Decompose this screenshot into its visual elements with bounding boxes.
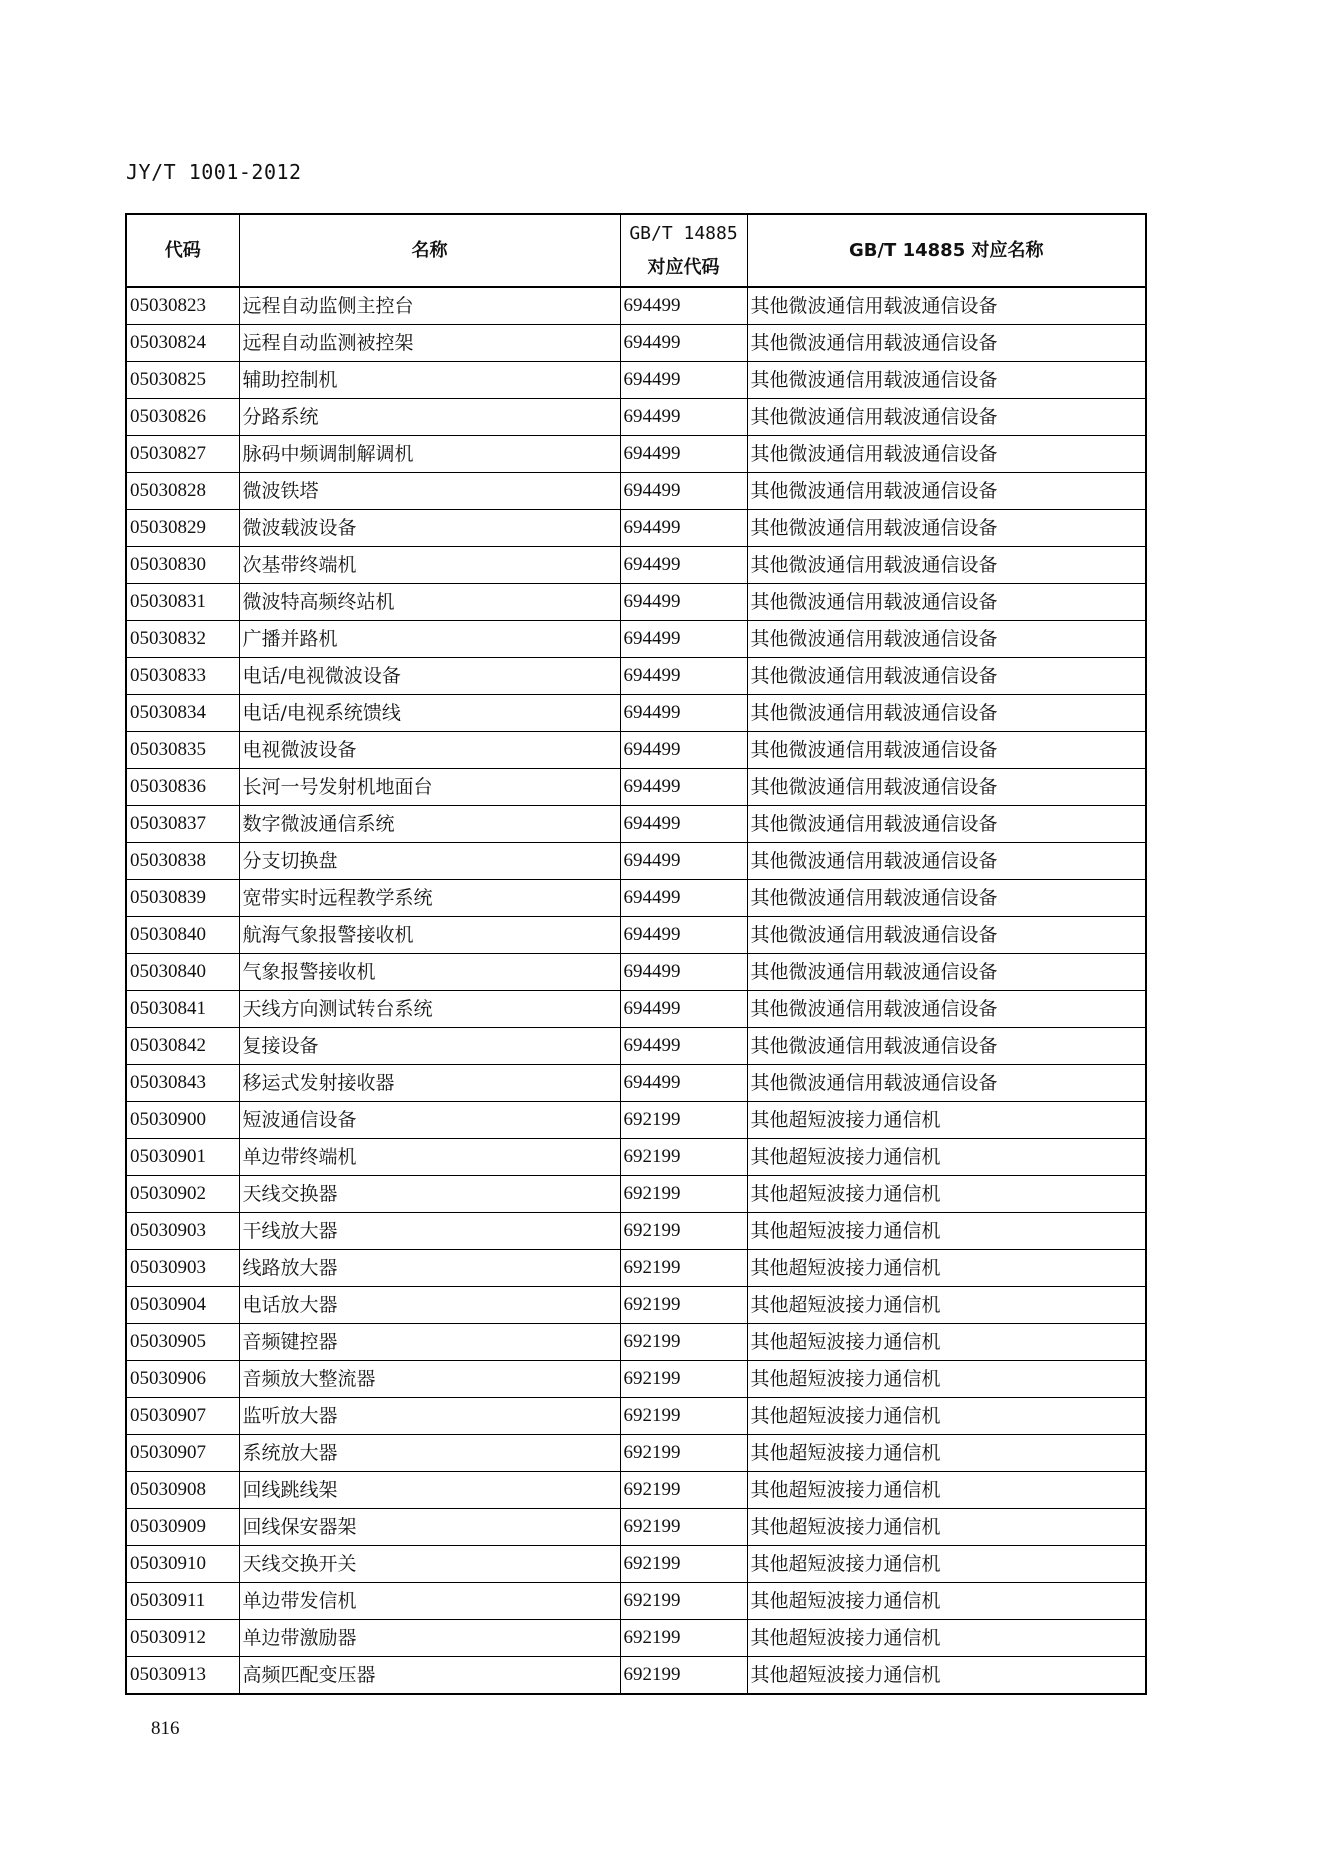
row-gb-name-cell: 其他超短波接力通信机: [747, 1176, 1146, 1213]
row-name-cell: 单边带终端机: [239, 1139, 620, 1176]
row-gb-code-cell: 694499: [620, 658, 747, 695]
row-name-cell: 单边带发信机: [239, 1583, 620, 1620]
row-gb-code-cell: 694499: [620, 399, 747, 436]
row-gb-code-cell: 692199: [620, 1620, 747, 1657]
row-gb-name-cell: 其他微波通信用载波通信设备: [747, 806, 1146, 843]
row-code-cell: 05030829: [126, 510, 239, 547]
row-gb-name-cell: 其他超短波接力通信机: [747, 1287, 1146, 1324]
row-name-cell: 音频放大整流器: [239, 1361, 620, 1398]
row-gb-name-cell: 其他微波通信用载波通信设备: [747, 695, 1146, 732]
row-gb-name-cell: 其他微波通信用载波通信设备: [747, 880, 1146, 917]
row-code-cell: 05030843: [126, 1065, 239, 1102]
row-gb-code-cell: 694499: [620, 917, 747, 954]
row-name-cell: 天线方向测试转台系统: [239, 991, 620, 1028]
table-row: [126, 1361, 1146, 1398]
table-row: [126, 584, 1146, 621]
row-code-cell: 05030828: [126, 473, 239, 510]
row-code-cell: 05030835: [126, 732, 239, 769]
table-row: [126, 695, 1146, 732]
table-row: [126, 1583, 1146, 1620]
row-code-cell: 05030823: [126, 287, 239, 325]
row-gb-code-cell: 694499: [620, 621, 747, 658]
row-gb-name-cell: 其他超短波接力通信机: [747, 1509, 1146, 1546]
row-gb-name-cell: 其他超短波接力通信机: [747, 1657, 1146, 1695]
row-name-cell: 干线放大器: [239, 1213, 620, 1250]
row-code-cell: 05030832: [126, 621, 239, 658]
row-gb-name-cell: 其他超短波接力通信机: [747, 1250, 1146, 1287]
row-code-cell: 05030902: [126, 1176, 239, 1213]
column-header-code: 代码: [126, 214, 239, 287]
row-gb-name-cell: 其他微波通信用载波通信设备: [747, 917, 1146, 954]
row-code-cell: 05030905: [126, 1324, 239, 1361]
row-name-cell: 天线交换开关: [239, 1546, 620, 1583]
row-code-cell: 05030901: [126, 1139, 239, 1176]
table-row: [126, 621, 1146, 658]
table-row: [126, 399, 1146, 436]
row-gb-code-cell: 692199: [620, 1139, 747, 1176]
row-code-cell: 05030903: [126, 1250, 239, 1287]
row-name-cell: 短波通信设备: [239, 1102, 620, 1139]
row-name-cell: 系统放大器: [239, 1435, 620, 1472]
table-row: [126, 510, 1146, 547]
table-row: [126, 954, 1146, 991]
row-gb-code-cell: 694499: [620, 1028, 747, 1065]
row-name-cell: 监听放大器: [239, 1398, 620, 1435]
row-gb-code-cell: 692199: [620, 1213, 747, 1250]
row-name-cell: 电话放大器: [239, 1287, 620, 1324]
row-gb-code-cell: 692199: [620, 1361, 747, 1398]
row-code-cell: 05030826: [126, 399, 239, 436]
row-gb-code-cell: 692199: [620, 1657, 747, 1695]
table-row: [126, 287, 1146, 325]
row-gb-code-cell: 692199: [620, 1398, 747, 1435]
row-gb-code-cell: 694499: [620, 325, 747, 362]
table-row: [126, 1398, 1146, 1435]
row-code-cell: 05030839: [126, 880, 239, 917]
row-gb-name-cell: 其他微波通信用载波通信设备: [747, 510, 1146, 547]
row-name-cell: 脉码中频调制解调机: [239, 436, 620, 473]
row-gb-code-cell: 692199: [620, 1546, 747, 1583]
row-gb-name-cell: 其他微波通信用载波通信设备: [747, 621, 1146, 658]
row-gb-name-cell: 其他超短波接力通信机: [747, 1472, 1146, 1509]
table-row: [126, 843, 1146, 880]
row-name-cell: 次基带终端机: [239, 547, 620, 584]
row-code-cell: 05030912: [126, 1620, 239, 1657]
table-row: [126, 547, 1146, 584]
row-name-cell: 分支切换盘: [239, 843, 620, 880]
row-code-cell: 05030834: [126, 695, 239, 732]
row-name-cell: 气象报警接收机: [239, 954, 620, 991]
row-code-cell: 05030908: [126, 1472, 239, 1509]
table-row: [126, 880, 1146, 917]
row-name-cell: 电视微波设备: [239, 732, 620, 769]
row-code-cell: 05030840: [126, 917, 239, 954]
table-row: [126, 1065, 1146, 1102]
row-code-cell: 05030842: [126, 1028, 239, 1065]
row-code-cell: 05030838: [126, 843, 239, 880]
row-gb-code-cell: 692199: [620, 1472, 747, 1509]
row-gb-code-cell: 692199: [620, 1509, 747, 1546]
table-row: [126, 1176, 1146, 1213]
row-gb-name-cell: 其他微波通信用载波通信设备: [747, 991, 1146, 1028]
code-mapping-table: [125, 213, 1147, 1695]
row-name-cell: 微波铁塔: [239, 473, 620, 510]
table-row: [126, 1546, 1146, 1583]
row-gb-name-cell: 其他超短波接力通信机: [747, 1361, 1146, 1398]
row-name-cell: 移运式发射接收器: [239, 1065, 620, 1102]
row-gb-name-cell: 其他超短波接力通信机: [747, 1435, 1146, 1472]
table-row: [126, 1620, 1146, 1657]
table-row: [126, 1324, 1146, 1361]
row-gb-name-cell: 其他微波通信用载波通信设备: [747, 843, 1146, 880]
row-code-cell: 05030903: [126, 1213, 239, 1250]
row-gb-name-cell: 其他微波通信用载波通信设备: [747, 362, 1146, 399]
table-row: [126, 1435, 1146, 1472]
row-gb-code-cell: 694499: [620, 806, 747, 843]
table-row: [126, 1287, 1146, 1324]
table-row: [126, 991, 1146, 1028]
row-code-cell: 05030840: [126, 954, 239, 991]
row-code-cell: 05030913: [126, 1657, 239, 1695]
row-name-cell: 天线交换器: [239, 1176, 620, 1213]
table-row: [126, 732, 1146, 769]
row-code-cell: 05030900: [126, 1102, 239, 1139]
row-code-cell: 05030910: [126, 1546, 239, 1583]
row-name-cell: 广播并路机: [239, 621, 620, 658]
row-gb-name-cell: 其他超短波接力通信机: [747, 1213, 1146, 1250]
column-header-name: 名称: [239, 214, 620, 287]
row-gb-code-cell: 694499: [620, 1065, 747, 1102]
table-row: [126, 1472, 1146, 1509]
row-name-cell: 远程自动监侧主控台: [239, 287, 620, 325]
table-row: [126, 1509, 1146, 1546]
row-gb-code-cell: 692199: [620, 1176, 747, 1213]
row-gb-name-cell: 其他微波通信用载波通信设备: [747, 658, 1146, 695]
row-gb-code-cell: 694499: [620, 287, 747, 325]
row-gb-name-cell: 其他微波通信用载波通信设备: [747, 769, 1146, 806]
standard-code-header: JY/T 1001-2012: [126, 160, 302, 184]
row-gb-code-cell: 694499: [620, 473, 747, 510]
page-number: 816: [151, 1718, 180, 1739]
table-row: [126, 362, 1146, 399]
table-row: [126, 658, 1146, 695]
row-name-cell: 数字微波通信系统: [239, 806, 620, 843]
row-code-cell: 05030833: [126, 658, 239, 695]
column-header-gb-code-line1: GB/T 14885: [629, 222, 738, 244]
table-row: [126, 325, 1146, 362]
row-name-cell: 回线跳线架: [239, 1472, 620, 1509]
table-row: [126, 1250, 1146, 1287]
column-header-gb-code: [620, 214, 747, 287]
table-row: [126, 473, 1146, 510]
row-gb-name-cell: 其他超短波接力通信机: [747, 1398, 1146, 1435]
row-name-cell: 辅助控制机: [239, 362, 620, 399]
row-code-cell: 05030907: [126, 1435, 239, 1472]
row-gb-name-cell: 其他微波通信用载波通信设备: [747, 473, 1146, 510]
row-gb-code-cell: 694499: [620, 436, 747, 473]
row-gb-name-cell: 其他超短波接力通信机: [747, 1583, 1146, 1620]
row-gb-name-cell: 其他微波通信用载波通信设备: [747, 287, 1146, 325]
row-gb-code-cell: 694499: [620, 732, 747, 769]
row-gb-code-cell: 694499: [620, 547, 747, 584]
row-gb-name-cell: 其他超短波接力通信机: [747, 1620, 1146, 1657]
row-gb-code-cell: 692199: [620, 1287, 747, 1324]
row-gb-code-cell: 694499: [620, 695, 747, 732]
row-gb-code-cell: 694499: [620, 991, 747, 1028]
row-code-cell: 05030841: [126, 991, 239, 1028]
row-name-cell: 长河一号发射机地面台: [239, 769, 620, 806]
row-name-cell: 电话/电视系统馈线: [239, 695, 620, 732]
row-name-cell: 航海气象报警接收机: [239, 917, 620, 954]
table-row: [126, 1139, 1146, 1176]
row-gb-name-cell: 其他超短波接力通信机: [747, 1102, 1146, 1139]
row-name-cell: 回线保安器架: [239, 1509, 620, 1546]
table-row: [126, 1213, 1146, 1250]
row-code-cell: 05030907: [126, 1398, 239, 1435]
row-gb-code-cell: 694499: [620, 362, 747, 399]
row-gb-name-cell: 其他微波通信用载波通信设备: [747, 584, 1146, 621]
table-header-row: [126, 214, 1146, 287]
table-row: [126, 1102, 1146, 1139]
row-name-cell: 线路放大器: [239, 1250, 620, 1287]
row-gb-code-cell: 694499: [620, 510, 747, 547]
row-gb-code-cell: 694499: [620, 584, 747, 621]
row-gb-code-cell: 692199: [620, 1435, 747, 1472]
row-name-cell: 电话/电视微波设备: [239, 658, 620, 695]
row-code-cell: 05030831: [126, 584, 239, 621]
row-gb-name-cell: 其他超短波接力通信机: [747, 1546, 1146, 1583]
table-row: [126, 806, 1146, 843]
row-name-cell: 单边带激励器: [239, 1620, 620, 1657]
table-row: [126, 769, 1146, 806]
table-row: [126, 1028, 1146, 1065]
row-code-cell: 05030830: [126, 547, 239, 584]
row-name-cell: 分路系统: [239, 399, 620, 436]
row-gb-name-cell: 其他微波通信用载波通信设备: [747, 547, 1146, 584]
row-name-cell: 宽带实时远程教学系统: [239, 880, 620, 917]
row-gb-name-cell: 其他微波通信用载波通信设备: [747, 325, 1146, 362]
row-gb-name-cell: 其他超短波接力通信机: [747, 1324, 1146, 1361]
row-code-cell: 05030909: [126, 1509, 239, 1546]
table-row: [126, 436, 1146, 473]
row-code-cell: 05030825: [126, 362, 239, 399]
row-gb-code-cell: 694499: [620, 843, 747, 880]
row-gb-name-cell: 其他超短波接力通信机: [747, 1139, 1146, 1176]
row-name-cell: 微波载波设备: [239, 510, 620, 547]
row-code-cell: 05030836: [126, 769, 239, 806]
row-gb-name-cell: 其他微波通信用载波通信设备: [747, 1065, 1146, 1102]
row-code-cell: 05030837: [126, 806, 239, 843]
table-body: [126, 287, 1146, 1694]
row-gb-code-cell: 692199: [620, 1250, 747, 1287]
row-code-cell: 05030827: [126, 436, 239, 473]
row-gb-name-cell: 其他微波通信用载波通信设备: [747, 732, 1146, 769]
row-code-cell: 05030911: [126, 1583, 239, 1620]
row-name-cell: 微波特高频终站机: [239, 584, 620, 621]
row-gb-name-cell: 其他微波通信用载波通信设备: [747, 954, 1146, 991]
row-code-cell: 05030904: [126, 1287, 239, 1324]
row-gb-code-cell: 692199: [620, 1102, 747, 1139]
row-gb-code-cell: 692199: [620, 1583, 747, 1620]
row-gb-code-cell: 694499: [620, 954, 747, 991]
row-name-cell: 远程自动监测被控架: [239, 325, 620, 362]
row-gb-code-cell: 694499: [620, 880, 747, 917]
row-gb-code-cell: 692199: [620, 1324, 747, 1361]
row-gb-name-cell: 其他微波通信用载波通信设备: [747, 399, 1146, 436]
column-header-gb-code-line2: 对应代码: [647, 256, 720, 278]
row-gb-name-cell: 其他微波通信用载波通信设备: [747, 436, 1146, 473]
row-gb-code-cell: 694499: [620, 769, 747, 806]
row-code-cell: 05030824: [126, 325, 239, 362]
column-header-gb-name: GB/T 14885 对应名称: [747, 214, 1146, 287]
row-name-cell: 音频键控器: [239, 1324, 620, 1361]
table-row: [126, 917, 1146, 954]
row-name-cell: 复接设备: [239, 1028, 620, 1065]
row-code-cell: 05030906: [126, 1361, 239, 1398]
table-row: [126, 1657, 1146, 1695]
row-name-cell: 高频匹配变压器: [239, 1657, 620, 1695]
row-gb-name-cell: 其他微波通信用载波通信设备: [747, 1028, 1146, 1065]
